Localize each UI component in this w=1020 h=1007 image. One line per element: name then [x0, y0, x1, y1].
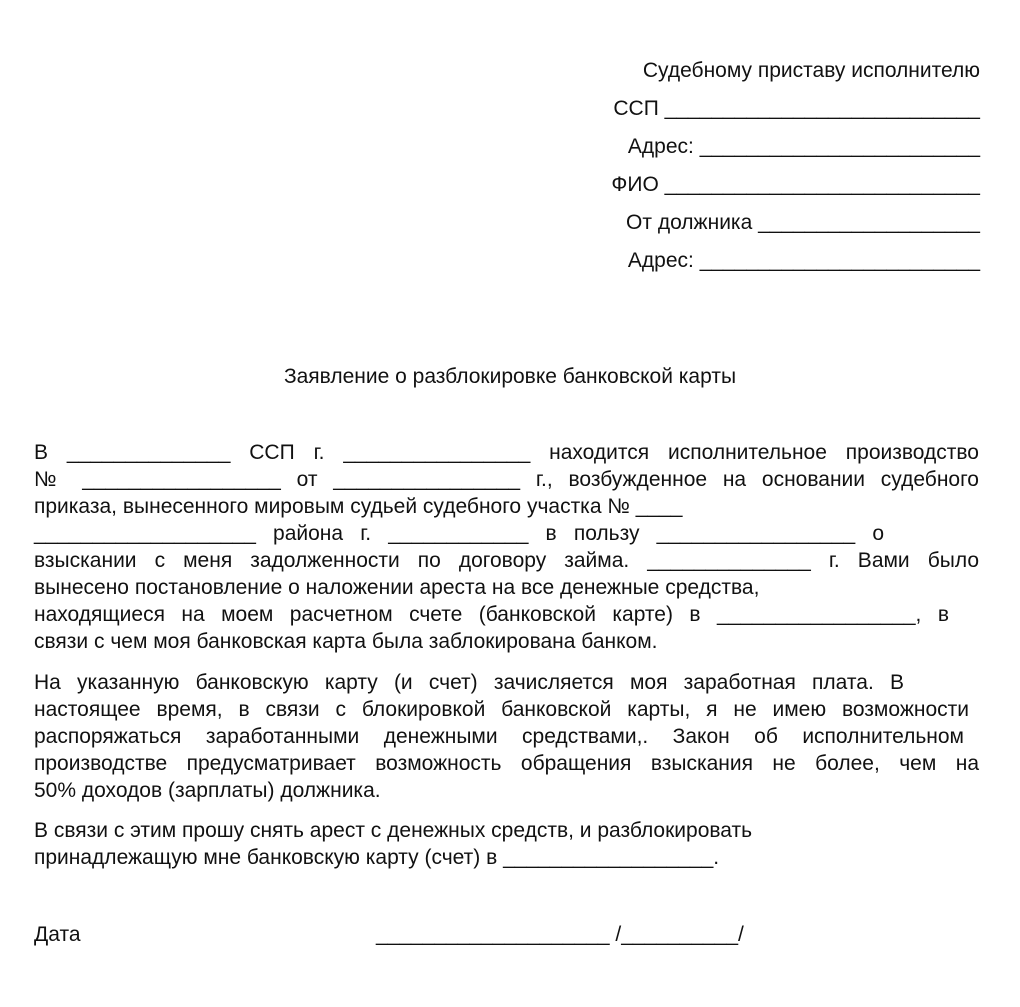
- signature-line: ____________________ /__________/: [376, 923, 744, 946]
- paragraph-3-line: принадлежащую мне банковскую карту (счет) в __________________.: [34, 846, 720, 869]
- date-label: Дата: [34, 923, 81, 946]
- document-title: Заявление о разблокировке банковской карты: [283, 365, 737, 388]
- header-ssp-field: ССП ___________________________: [613, 97, 980, 120]
- paragraph-1-line: приказа, вынесенного мировым судьей судебного участка № ____: [34, 495, 683, 518]
- paragraph-2-line: производстве предусматривает возможность обращения взыскания не более, чем на: [34, 752, 979, 775]
- paragraph-1-line: находящиеся на моем расчетном счете (банковской карте) в _________________, в: [34, 603, 949, 626]
- header-fio-field: ФИО ___________________________: [611, 173, 980, 196]
- header-address-field: Адрес: ________________________: [627, 135, 980, 158]
- paragraph-1-line: В ______________ ССП г. ________________ находится исполнительное производство: [34, 441, 979, 464]
- paragraph-3-line: В связи с этим прошу снять арест с денежных средств, и разблокировать: [34, 819, 753, 842]
- paragraph-2-line: На указанную банковскую карту (и счет) зачисляется моя заработная плата. В: [34, 671, 904, 694]
- header-debtor-address-field: Адрес: ________________________: [627, 249, 980, 272]
- paragraph-1-line: взыскании с меня задолженности по договору займа. ______________ г. Вами было: [34, 549, 979, 572]
- header-addressee: Судебному приставу исполнителю: [642, 59, 980, 82]
- paragraph-1-line: вынесено постановление о наложении ареста на все денежные средства,: [34, 576, 760, 599]
- paragraph-1-line: связи с чем моя банковская карта была заблокирована банком.: [34, 630, 658, 653]
- header-debtor-field: От должника ___________________: [626, 211, 980, 234]
- paragraph-2-line: настоящее время, в связи с блокировкой банковской карты, я не имею возможности: [34, 698, 969, 721]
- paragraph-2-line: 50% доходов (зарплаты) должника.: [34, 779, 381, 802]
- paragraph-2-line: распоряжаться заработанными денежными средствами,. Закон об исполнительном: [34, 725, 964, 748]
- paragraph-1-line: ___________________ района г. ____________ в пользу _________________ о: [34, 522, 884, 545]
- paragraph-1-line: № _________________ от ________________ г., возбужденное на основании судебного: [34, 468, 979, 491]
